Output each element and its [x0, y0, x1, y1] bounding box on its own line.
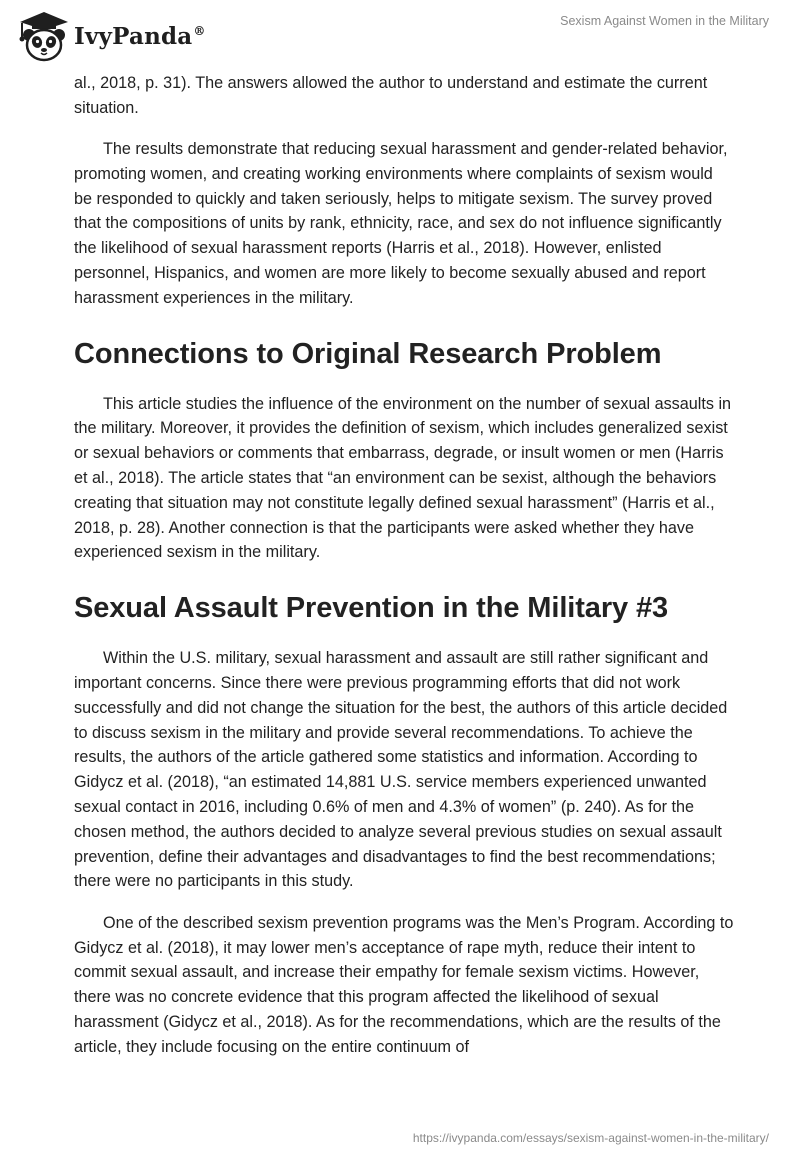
heading-sexual-assault-prevention: Sexual Assault Prevention in the Military #3: [74, 592, 669, 625]
paragraph-results: The results demonstrate that reducing sexual harassment and gender-related behavior, promoting women, and creating working environments where complaints of sexism would be responded to quickly and taken seriously, helps to mitigate sexism. The survey proved that the compositions of units by rank, ethnicity, race, and sex do not influence significantly the likelihood of sexual harassment reports (Harris et al., 2018). However, enlisted personnel, Hispanics, and women are more likely to become sexually abused and report harassment experiences in the military.: [74, 140, 728, 307]
document-title: Sexism Against Women in the Military: [560, 14, 769, 28]
paragraph-connections: This article studies the influence of the environment on the number of sexual assaults in the military. Moreover, it provides the definition of sexism, which includes generalized sexist or sexual behaviors or comments that embarrass, degrade, or insult women or men (Harris et al., 2018). The article states that “an environment can be sexist, although the behaviors creating that situation may not constitute legally defined sexual harassment” (Harris et al., 2018, p. 28). Another connection is that the participants were asked whether they have experienced sexism in the military.: [74, 394, 732, 562]
heading-connections: Connections to Original Research Problem: [74, 337, 662, 370]
ivypanda-logo[interactable]: [14, 8, 206, 64]
panda-graduate-icon: [14, 8, 70, 64]
paragraph-continuation: al., 2018, p. 31). The answers allowed the author to understand and estimate the current situation.: [74, 74, 708, 117]
source-url[interactable]: https://ivypanda.com/essays/sexism-against-women-in-the-military/: [412, 1131, 769, 1145]
page-header: [0, 0, 800, 70]
paragraph-prevention: Within the U.S. military, sexual harassment and assault are still rather significant and important concerns. Since there were previous programming efforts that did not work successfully and did not change the situation for the best, the authors of this article decided to discuss sexism in the military and provide several recommendations. To achieve the results, the authors of the article gathered some statistics and information. According to Gidycz et al. (2018), “an estimated 14,881 U.S. service members experienced unwanted sexual contact in 2016, including 0.6% of men and 4.3% of women” (p. 240). As for the chosen method, the authors decided to analyze several previous studies on sexual assault prevention, define their advantages and disadvantages to find the best recommendations; there were no participants in this study.: [74, 649, 728, 891]
logo-wordmark: IvyPanda®: [74, 22, 206, 50]
paragraph-mens-program: One of the described sexism prevention programs was the Men’s Program. According to Gidycz et al. (2018), it may lower men’s acceptance of rape myth, reduce their intent to commit sexual assault, and increase their empathy for female sexism victims. However, there was no concrete evidence that this program affected the likelihood of sexual harassment (Gidycz et al., 2018). As for the recommendations, which are the results of the article, they include focusing on the entire continuum of: [74, 913, 734, 1056]
essay-content: [74, 71, 734, 1060]
